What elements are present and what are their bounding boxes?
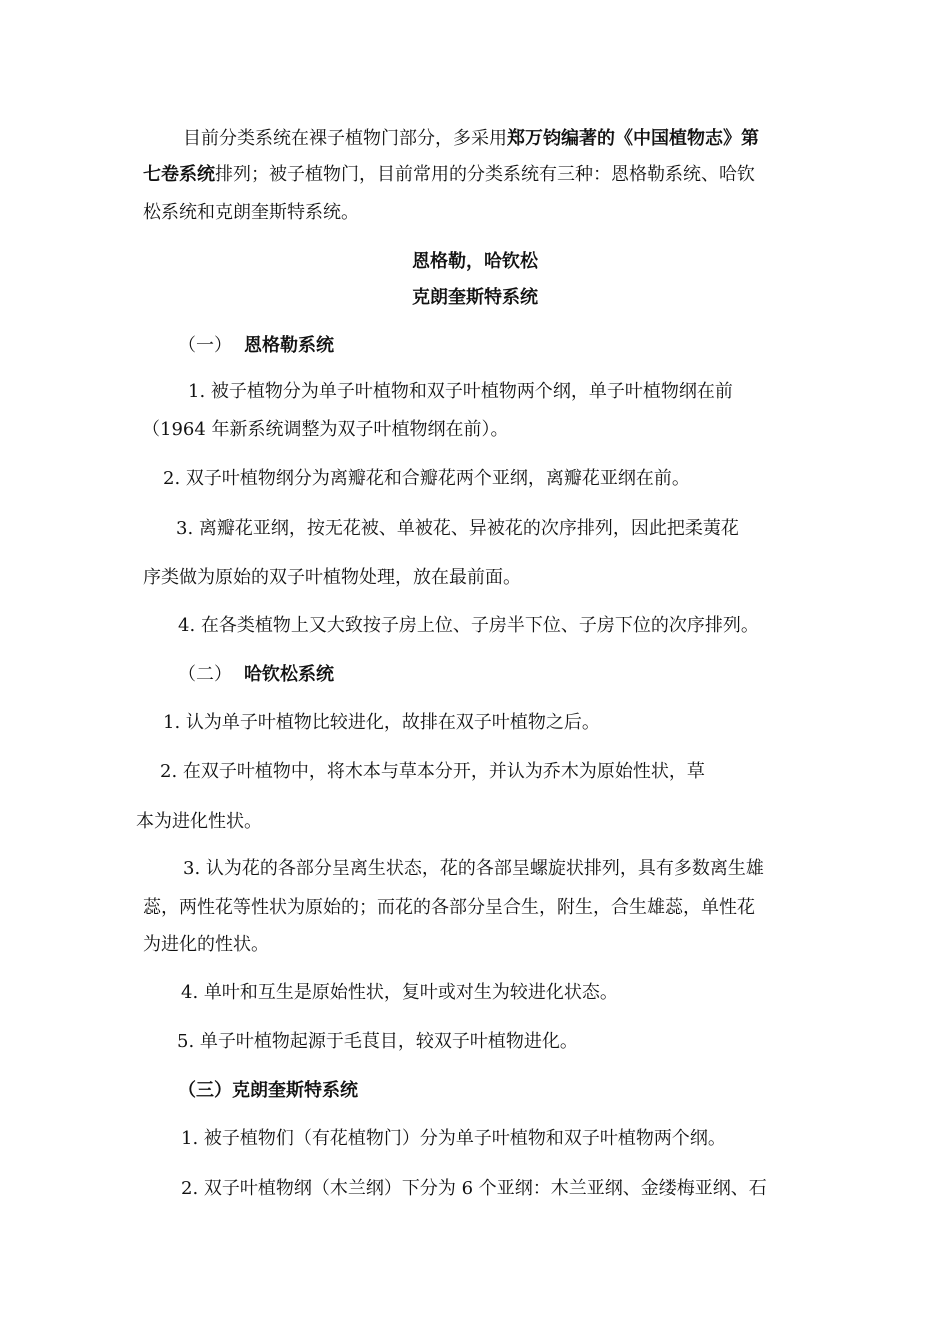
hutchinson-item-3-line-2: 蕊，两性花等性状为原始的；而花的各部分呈合生，附生，合生雄蕊，单性花: [143, 897, 755, 918]
center-heading-2: 克朗奎斯特系统: [412, 287, 538, 308]
engler-item-1-line-1: 1. 被子植物分为单子叶植物和双子叶植物两个纲，单子叶植物纲在前: [188, 381, 733, 402]
hutchinson-item-3-line-1: 3. 认为花的各部分呈离生状态，花的各部呈螺旋状排列，具有多数离生雄: [183, 858, 764, 879]
section-heading-hutchinson: [178, 663, 334, 687]
cronquist-item-2: 2. 双子叶植物纲（木兰纲）下分为 6 个亚纲：木兰亚纲、金缕梅亚纲、石: [181, 1178, 767, 1199]
hutchinson-item-3-line-3: 为进化的性状。: [143, 934, 269, 955]
intro-line-2: [143, 163, 755, 187]
section-number: （二）: [178, 664, 232, 685]
section-title: 哈钦松系统: [244, 664, 334, 685]
section-title: 恩格勒系统: [244, 335, 334, 356]
hutchinson-item-4: 4. 单叶和互生是原始性状，复叶或对生为较进化状态。: [181, 982, 618, 1003]
engler-item-4: 4. 在各类植物上又大致按子房上位、子房半下位、子房下位的次序排列。: [178, 615, 759, 636]
engler-item-2: 2. 双子叶植物纲分为离瓣花和合瓣花两个亚纲，离瓣花亚纲在前。: [163, 468, 690, 489]
center-heading-1: 恩格勒，哈钦松: [412, 251, 538, 272]
section-number: （一）: [178, 335, 232, 356]
hutchinson-item-1: 1. 认为单子叶植物比较进化，故排在双子叶植物之后。: [163, 712, 600, 733]
section-heading-engler: [178, 334, 334, 358]
intro-line-2-text: 排列；被子植物门，目前常用的分类系统有三种：恩格勒系统、哈钦: [215, 164, 755, 185]
engler-item-3-line-1: 3. 离瓣花亚纲，按无花被、单被花、异被花的次序排列，因此把柔荑花: [176, 518, 739, 539]
intro-line-1-bold: 郑万钧编著的《中国植物志》第: [507, 128, 759, 149]
intro-line-3: 松系统和克朗奎斯特系统。: [143, 202, 359, 223]
hutchinson-item-5: 5. 单子叶植物起源于毛茛目，较双子叶植物进化。: [177, 1031, 578, 1052]
engler-item-1-line-2: （1964 年新系统调整为双子叶植物纲在前）。: [142, 419, 509, 440]
hutchinson-item-2-line-1: 2. 在双子叶植物中，将木本与草本分开，并认为乔木为原始性状，草: [160, 761, 705, 782]
section-heading-cronquist: （三）克朗奎斯特系统: [178, 1080, 358, 1101]
hutchinson-item-2-line-2: 本为进化性状。: [136, 811, 262, 832]
intro-line-1: [183, 127, 759, 151]
intro-line-2-bold: 七卷系统: [143, 164, 215, 185]
cronquist-item-1: 1. 被子植物们（有花植物门）分为单子叶植物和双子叶植物两个纲。: [181, 1128, 726, 1149]
engler-item-3-line-2: 序类做为原始的双子叶植物处理，放在最前面。: [143, 567, 521, 588]
intro-line-1-text: 目前分类系统在裸子植物门部分，多采用: [183, 128, 507, 149]
